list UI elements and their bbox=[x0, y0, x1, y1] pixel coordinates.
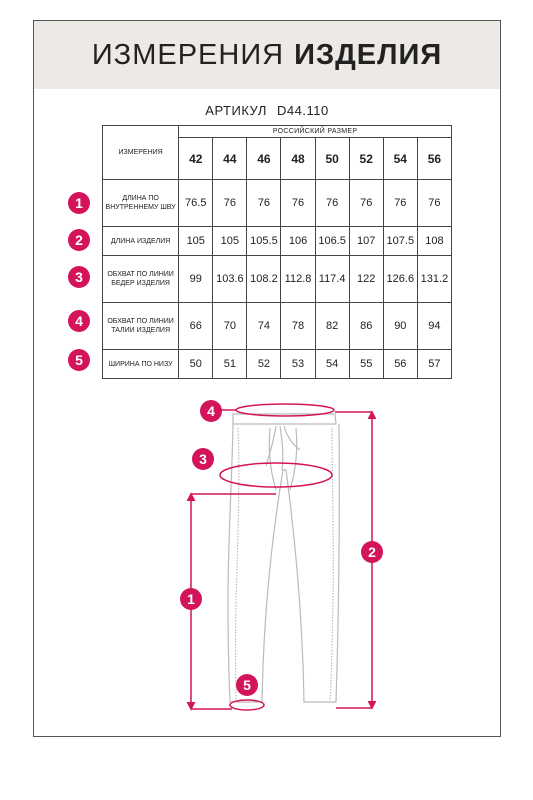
row-number-badge: 1 bbox=[68, 192, 90, 214]
table-cell: 76 bbox=[247, 180, 281, 227]
table-row bbox=[103, 303, 452, 350]
row-number-badge: 2 bbox=[68, 229, 90, 251]
size-header: 54 bbox=[383, 138, 417, 180]
row-number-badge: 5 bbox=[68, 349, 90, 371]
row-label: ДЛИНА ИЗДЕЛИЯ bbox=[103, 227, 179, 256]
table-cell: 76 bbox=[349, 180, 383, 227]
table-cell: 57 bbox=[417, 350, 451, 379]
size-table bbox=[102, 125, 452, 379]
row-number-badge: 4 bbox=[68, 310, 90, 332]
table-cell: 82 bbox=[315, 303, 349, 350]
page-header bbox=[34, 21, 500, 89]
table-cell: 90 bbox=[383, 303, 417, 350]
size-header: 50 bbox=[315, 138, 349, 180]
diagram-marker-3: 3 bbox=[192, 448, 214, 470]
article-label: АРТИКУЛ bbox=[205, 103, 267, 118]
table-cell: 106.5 bbox=[315, 227, 349, 256]
table-cell: 76 bbox=[213, 180, 247, 227]
table-cell: 56 bbox=[383, 350, 417, 379]
row-label: ДЛИНА ПО ВНУТРЕННЕМУ ШВУ bbox=[103, 180, 179, 227]
row-number-badge: 3 bbox=[68, 266, 90, 288]
table-cell: 55 bbox=[349, 350, 383, 379]
table-cell: 105 bbox=[213, 227, 247, 256]
article-code: D44.110 bbox=[277, 103, 329, 118]
table-cell: 107.5 bbox=[383, 227, 417, 256]
row-label: ШИРИНА ПО НИЗУ bbox=[103, 350, 179, 379]
table-cell: 76 bbox=[417, 180, 451, 227]
size-group-header: РОССИЙСКИЙ РАЗМЕР bbox=[179, 126, 452, 138]
measurement-sheet bbox=[33, 20, 501, 737]
table-cell: 78 bbox=[281, 303, 315, 350]
article-line bbox=[34, 103, 500, 118]
table-cell: 112.8 bbox=[281, 256, 315, 303]
table-cell: 122 bbox=[349, 256, 383, 303]
size-header: 48 bbox=[281, 138, 315, 180]
diagram-marker-5: 5 bbox=[236, 674, 258, 696]
table-cell: 106 bbox=[281, 227, 315, 256]
table-cell: 76 bbox=[383, 180, 417, 227]
diagram-marker-4: 4 bbox=[200, 400, 222, 422]
table-cell: 74 bbox=[247, 303, 281, 350]
table-cell: 108.2 bbox=[247, 256, 281, 303]
table-cell: 86 bbox=[349, 303, 383, 350]
diagram-marker-1: 1 bbox=[180, 588, 202, 610]
table-cell: 107 bbox=[349, 227, 383, 256]
table-cell: 126.6 bbox=[383, 256, 417, 303]
measure-header: ИЗМЕРЕНИЯ bbox=[103, 126, 179, 180]
title-light: ИЗМЕРЕНИЯ bbox=[91, 38, 285, 71]
size-header: 56 bbox=[417, 138, 451, 180]
row-label: ОБХВАТ ПО ЛИНИИ БЕДЕР ИЗДЕЛИЯ bbox=[103, 256, 179, 303]
title-bold: ИЗДЕЛИЯ bbox=[294, 38, 443, 71]
table-cell: 99 bbox=[179, 256, 213, 303]
table-cell: 70 bbox=[213, 303, 247, 350]
table-row bbox=[103, 227, 452, 256]
size-header: 44 bbox=[213, 138, 247, 180]
table-cell: 94 bbox=[417, 303, 451, 350]
table-cell: 105 bbox=[179, 227, 213, 256]
table-cell: 76 bbox=[281, 180, 315, 227]
table-row bbox=[103, 350, 452, 379]
table-cell: 108 bbox=[417, 227, 451, 256]
size-header: 46 bbox=[247, 138, 281, 180]
table-cell: 103.6 bbox=[213, 256, 247, 303]
table-cell: 53 bbox=[281, 350, 315, 379]
table-cell: 54 bbox=[315, 350, 349, 379]
table-cell: 50 bbox=[179, 350, 213, 379]
table-row bbox=[103, 180, 452, 227]
table-cell: 76.5 bbox=[179, 180, 213, 227]
row-label: ОБХВАТ ПО ЛИНИИ ТАЛИИ ИЗДЕЛИЯ bbox=[103, 303, 179, 350]
diagram-marker-2: 2 bbox=[361, 541, 383, 563]
size-header: 42 bbox=[179, 138, 213, 180]
table-cell: 105.5 bbox=[247, 227, 281, 256]
size-header: 52 bbox=[349, 138, 383, 180]
table-row bbox=[103, 256, 452, 303]
table-cell: 117.4 bbox=[315, 256, 349, 303]
table-cell: 76 bbox=[315, 180, 349, 227]
table-cell: 131.2 bbox=[417, 256, 451, 303]
table-cell: 66 bbox=[179, 303, 213, 350]
table-cell: 51 bbox=[213, 350, 247, 379]
table-cell: 52 bbox=[247, 350, 281, 379]
